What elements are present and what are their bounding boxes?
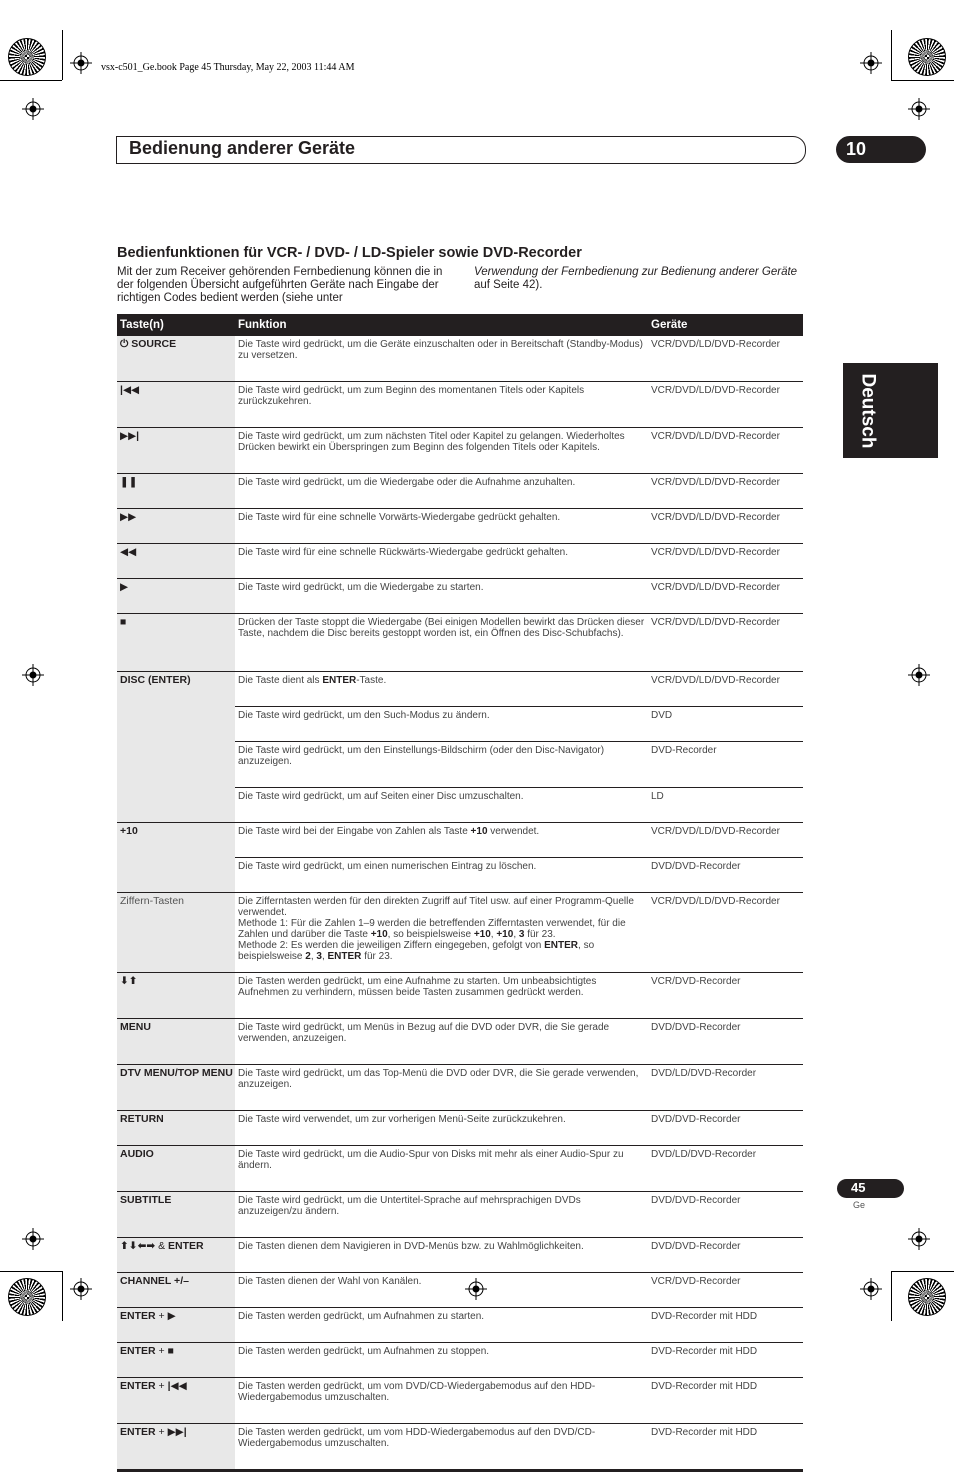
- language-side-tab-label: [847, 363, 887, 458]
- devices-cell: VCR/DVD/LD/DVD-Recorder: [648, 474, 803, 509]
- devices-cell: DVD: [648, 707, 803, 742]
- function-cell: Die Tasten dienen der Wahl von Kanälen.: [235, 1273, 648, 1308]
- key-cell: AUDIO: [117, 1146, 235, 1192]
- text-part: ,: [310, 951, 317, 962]
- text-part: für 23.: [524, 929, 556, 940]
- function-cell: Die Taste wird gedrückt, um die Wiedergabe zu starten.: [235, 579, 648, 614]
- text-part: ,: [513, 929, 519, 940]
- key-cell: MENU: [117, 1019, 235, 1065]
- text-part: -Taste.: [356, 675, 387, 686]
- page-number: 45: [851, 1180, 866, 1195]
- key-cell: DTV MENU/TOP MENU: [117, 1065, 235, 1111]
- intro-page-ref: auf Seite 42).: [474, 279, 543, 291]
- registration-mark-icon: [908, 664, 930, 686]
- function-cell: Die Tasten werden gedrückt, um Aufnahmen zu starten.: [235, 1308, 648, 1343]
- intro-text-right: [474, 266, 809, 292]
- table-row: [117, 1146, 803, 1192]
- table-row: [117, 1065, 803, 1111]
- crop-mark: [0, 80, 62, 81]
- key-cell: Ziffern-Tasten: [117, 893, 235, 973]
- crop-mark: [891, 1271, 892, 1321]
- section-title: Bedienfunktionen für VCR- / DVD- / LD-Spieler sowie DVD-Recorder: [117, 245, 582, 261]
- devices-cell: VCR/DVD/LD/DVD-Recorder: [648, 614, 803, 672]
- function-cell: Die Taste wird für eine schnelle Vorwärts-Wiedergabe gedrückt gehalten.: [235, 509, 648, 544]
- text-bold: +10: [470, 826, 488, 837]
- key-cell: ❚❚: [117, 474, 235, 509]
- devices-cell: DVD/DVD-Recorder: [648, 1192, 803, 1238]
- text-bold: 3: [518, 929, 525, 940]
- intro-reference: Verwendung der Fernbedienung zur Bedienung anderer Geräte: [474, 266, 798, 278]
- column-header-devices: Geräte: [648, 314, 803, 336]
- devices-cell: DVD/DVD-Recorder: [648, 858, 803, 893]
- key-cell: ⬇⬆: [117, 973, 235, 1019]
- key-cell: +10: [117, 823, 235, 893]
- text-part: ,: [490, 929, 497, 940]
- devices-cell: DVD-Recorder mit HDD: [648, 1308, 803, 1343]
- key-cell: DISC (ENTER): [117, 672, 235, 823]
- key-cell: [117, 1343, 235, 1378]
- file-info: vsx-c501_Ge.book Page 45 Thursday, May 22, 2003 11:44 AM: [101, 62, 355, 73]
- devices-cell: VCR/DVD/LD/DVD-Recorder: [648, 544, 803, 579]
- table-row: [117, 1019, 803, 1065]
- registration-mark-icon: [908, 1228, 930, 1250]
- crop-mark: [891, 80, 954, 81]
- function-cell: Die Tasten dienen dem Navigieren in DVD-Menüs bzw. zu Wahlmöglichkeiten.: [235, 1238, 648, 1273]
- previous-icon: |◀◀: [167, 1380, 187, 1392]
- enter-key-label: ENTER: [168, 1240, 204, 1252]
- table-row: [117, 823, 803, 858]
- text-part: Methode 1: Für die Zahlen 1–9 werden die betreffenden Zifferntasten verwendet, für die Zahlen und darüber die Taste: [238, 918, 626, 940]
- key-joiner: &: [155, 1240, 169, 1252]
- devices-cell: VCR/DVD/LD/DVD-Recorder: [648, 672, 803, 707]
- devices-cell: DVD/DVD-Recorder: [648, 1238, 803, 1273]
- key-joiner: +: [155, 1426, 168, 1438]
- function-cell: Drücken der Taste stoppt die Wiedergabe (Bei einigen Modellen bewirkt das Drücken dieser Taste, nachdem die Disc bereits gestoppt worden ist, ein Öffnen des Disc-Schubfachs).: [235, 614, 648, 672]
- function-cell: Die Taste wird gedrückt, um die Untertitel-Sprache auf mehrsprachigen DVDs anzuzeigen/zu ändern.: [235, 1192, 648, 1238]
- text-part: Methode 2: Es werden die jeweiligen Ziffern eingegeben, gefolgt von: [238, 940, 545, 951]
- key-cell: |◀◀: [117, 382, 235, 428]
- key-cell: ▶▶: [117, 509, 235, 544]
- text-part: verwendet.: [487, 826, 540, 837]
- text-bold: +10: [496, 929, 514, 940]
- table-row: [117, 382, 803, 428]
- function-cell: Die Taste wird gedrückt, um das Top-Menü die DVD oder DVR, die Sie gerade verwenden, anzuzeigen.: [235, 1065, 648, 1111]
- key-cell: ▶▶|: [117, 428, 235, 474]
- function-cell: [235, 893, 648, 973]
- table-row: [117, 1238, 803, 1273]
- chapter-number: 10: [846, 139, 867, 159]
- key-cell: [117, 1308, 235, 1343]
- print-reel-mark: [908, 1278, 946, 1316]
- key-joiner: +: [155, 1310, 168, 1322]
- devices-cell: DVD/LD/DVD-Recorder: [648, 1065, 803, 1111]
- key-joiner: +: [155, 1345, 168, 1357]
- key-cell: ⏻ SOURCE: [117, 336, 235, 382]
- enter-key-label: ENTER: [120, 1345, 156, 1357]
- registration-mark-icon: [22, 664, 44, 686]
- table-row: [117, 1192, 803, 1238]
- devices-cell: DVD-Recorder: [648, 742, 803, 788]
- function-cell: Die Tasten werden gedrückt, um vom DVD/CD-Wiedergabemodus auf den HDD-Wiedergabemodus umzuschalten.: [235, 1378, 648, 1424]
- text-bold: +10: [370, 929, 388, 940]
- column-header-function: Funktion: [235, 314, 648, 336]
- language-label: Deutsch: [857, 373, 878, 448]
- registration-mark-icon: [70, 1278, 92, 1300]
- text-part: ,: [321, 951, 328, 962]
- devices-cell: DVD/LD/DVD-Recorder: [648, 1146, 803, 1192]
- devices-cell: DVD-Recorder mit HDD: [648, 1378, 803, 1424]
- text-bold: +10: [473, 929, 491, 940]
- function-cell: Die Taste wird gedrückt, um auf Seiten einer Disc umzuschalten.: [235, 788, 648, 823]
- crop-mark: [0, 1271, 62, 1272]
- function-cell: Die Tasten werden gedrückt, um eine Aufnahme zu starten. Um unbeabsichtigtes Aufnehmen zu verhindern, müssen beide Tasten zusammen gedrückt werden.: [235, 973, 648, 1019]
- page-language-code: Ge: [853, 1200, 866, 1210]
- stop-icon: ■: [167, 1345, 174, 1357]
- function-cell: Die Tasten werden gedrückt, um Aufnahmen zu stoppen.: [235, 1343, 648, 1378]
- function-cell: Die Taste wird verwendet, um zur vorherigen Menü-Seite zurückzukehren.: [235, 1111, 648, 1146]
- play-icon: ▶: [167, 1310, 176, 1322]
- enter-key-label: ENTER: [120, 1310, 156, 1322]
- function-cell: [235, 672, 648, 707]
- function-cell: Die Taste wird gedrückt, um die Geräte einzuschalten oder in Bereitschaft (Standby-Modus) zu versetzen.: [235, 336, 648, 382]
- text-part: Die Zifferntasten werden für den direkten Zugriff auf Titel usw. auf einer Programm-Quelle verwendet.: [238, 896, 634, 918]
- text-bold: ENTER: [544, 940, 579, 951]
- devices-cell: VCR/DVD/LD/DVD-Recorder: [648, 579, 803, 614]
- key-cell: RETURN: [117, 1111, 235, 1146]
- registration-mark-icon: [70, 52, 92, 74]
- function-cell: Die Taste wird gedrückt, um die Audio-Spur von Disks mit mehr als einer Audio-Spur zu ändern.: [235, 1146, 648, 1192]
- crop-mark: [62, 30, 63, 80]
- arrow-keys-icon: ⬆⬇⬅➡: [120, 1240, 156, 1252]
- registration-mark-icon: [860, 1278, 882, 1300]
- devices-cell: VCR/DVD/LD/DVD-Recorder: [648, 336, 803, 382]
- devices-cell: VCR/DVD/LD/DVD-Recorder: [648, 823, 803, 858]
- key-cell: ◀◀: [117, 544, 235, 579]
- table-row: [117, 428, 803, 474]
- table-row: [117, 614, 803, 672]
- text-part: Die Taste dient als: [238, 675, 323, 686]
- print-reel-mark: [908, 38, 946, 76]
- function-cell: Die Taste wird gedrückt, um die Wiedergabe oder die Aufnahme anzuhalten.: [235, 474, 648, 509]
- text-part: , so beispielsweise: [387, 929, 474, 940]
- text-part: für 23.: [361, 951, 393, 962]
- registration-mark-icon: [22, 98, 44, 120]
- table-row: [117, 336, 803, 382]
- function-cell: Die Taste wird gedrückt, um den Einstellungs-Bildschirm (oder den Disc-Navigator) anzuzeigen.: [235, 742, 648, 788]
- registration-mark-icon: [908, 98, 930, 120]
- function-cell: Die Taste wird gedrückt, um den Such-Modus zu ändern.: [235, 707, 648, 742]
- devices-cell: LD: [648, 788, 803, 823]
- key-cell: CHANNEL +/–: [117, 1273, 235, 1308]
- enter-key-label: ENTER: [120, 1426, 156, 1438]
- function-cell: Die Taste wird gedrückt, um zum nächsten Titel oder Kapitel zu gelangen. Wiederholtes Drücken bewirkt ein Überspringen zum Beginn des folgenden Titels oder Kapitels.: [235, 428, 648, 474]
- text-bold: 3: [316, 951, 322, 962]
- table-row: [117, 973, 803, 1019]
- table-header-row: [117, 314, 803, 336]
- function-cell: Die Tasten werden gedrückt, um vom HDD-Wiedergabemodus auf den DVD/CD-Wiedergabemodus umzuschalten.: [235, 1424, 648, 1471]
- key-cell: ▶: [117, 579, 235, 614]
- devices-cell: DVD-Recorder mit HDD: [648, 1424, 803, 1471]
- devices-cell: DVD-Recorder mit HDD: [648, 1343, 803, 1378]
- devices-cell: VCR/DVD/LD/DVD-Recorder: [648, 509, 803, 544]
- function-cell: [235, 823, 648, 858]
- print-reel-mark: [8, 38, 46, 76]
- intro-text-left: Mit der zum Receiver gehörenden Fernbedienung können die in der folgenden Übersicht aufgeführten Geräte nach Eingabe der richtigen Codes bedient werden (siehe unter: [117, 266, 443, 304]
- key-cell: SUBTITLE: [117, 1192, 235, 1238]
- text-part: Die Taste wird bei der Eingabe von Zahlen als Taste: [238, 826, 471, 837]
- key-cell: [117, 1424, 235, 1471]
- print-reel-mark: [8, 1278, 46, 1316]
- function-cell: Die Taste wird für eine schnelle Rückwärts-Wiedergabe gedrückt gehalten.: [235, 544, 648, 579]
- operations-table: [117, 314, 803, 1472]
- key-cell: [117, 1238, 235, 1273]
- table-row: [117, 1273, 803, 1308]
- devices-cell: DVD/DVD-Recorder: [648, 1019, 803, 1065]
- table-row: [117, 509, 803, 544]
- table-row: [117, 1111, 803, 1146]
- key-cell: ■: [117, 614, 235, 672]
- table-row: [117, 1308, 803, 1343]
- table-row: [117, 672, 803, 707]
- crop-mark: [62, 1271, 63, 1321]
- text-bold: ENTER: [327, 951, 362, 962]
- crop-mark: [891, 30, 892, 80]
- table-row: [117, 544, 803, 579]
- function-cell: Die Taste wird gedrückt, um Menüs in Bezug auf die DVD oder DVR, die Sie gerade verwenden, anzuzeigen.: [235, 1019, 648, 1065]
- devices-cell: VCR/DVD-Recorder: [648, 973, 803, 1019]
- function-cell: Die Taste wird gedrückt, um einen numerischen Eintrag zu löschen.: [235, 858, 648, 893]
- devices-cell: VCR/DVD/LD/DVD-Recorder: [648, 893, 803, 973]
- text-bold: ENTER: [322, 675, 357, 686]
- text-part: , so beispielsweise: [238, 940, 595, 962]
- devices-cell: VCR/DVD-Recorder: [648, 1273, 803, 1308]
- page-number-badge: [837, 1179, 904, 1198]
- table-row: [117, 1378, 803, 1424]
- crop-mark: [891, 1271, 954, 1272]
- devices-cell: DVD/DVD-Recorder: [648, 1111, 803, 1146]
- chapter-title: Bedienung anderer Geräte: [129, 138, 356, 158]
- table-row: [117, 474, 803, 509]
- registration-mark-icon: [860, 52, 882, 74]
- table-row: [117, 893, 803, 973]
- registration-mark-icon: [22, 1228, 44, 1250]
- devices-cell: VCR/DVD/LD/DVD-Recorder: [648, 428, 803, 474]
- key-joiner: +: [155, 1380, 168, 1392]
- enter-key-label: ENTER: [120, 1380, 156, 1392]
- function-cell: Die Taste wird gedrückt, um zum Beginn des momentanen Titels oder Kapitels zurückzukehren.: [235, 382, 648, 428]
- column-header-key: Taste(n): [117, 314, 235, 336]
- table-row: [117, 1424, 803, 1471]
- table-row: [117, 579, 803, 614]
- key-cell: [117, 1378, 235, 1424]
- text-bold: 2: [305, 951, 311, 962]
- table-row: [117, 1343, 803, 1378]
- next-icon: ▶▶|: [167, 1426, 187, 1438]
- devices-cell: VCR/DVD/LD/DVD-Recorder: [648, 382, 803, 428]
